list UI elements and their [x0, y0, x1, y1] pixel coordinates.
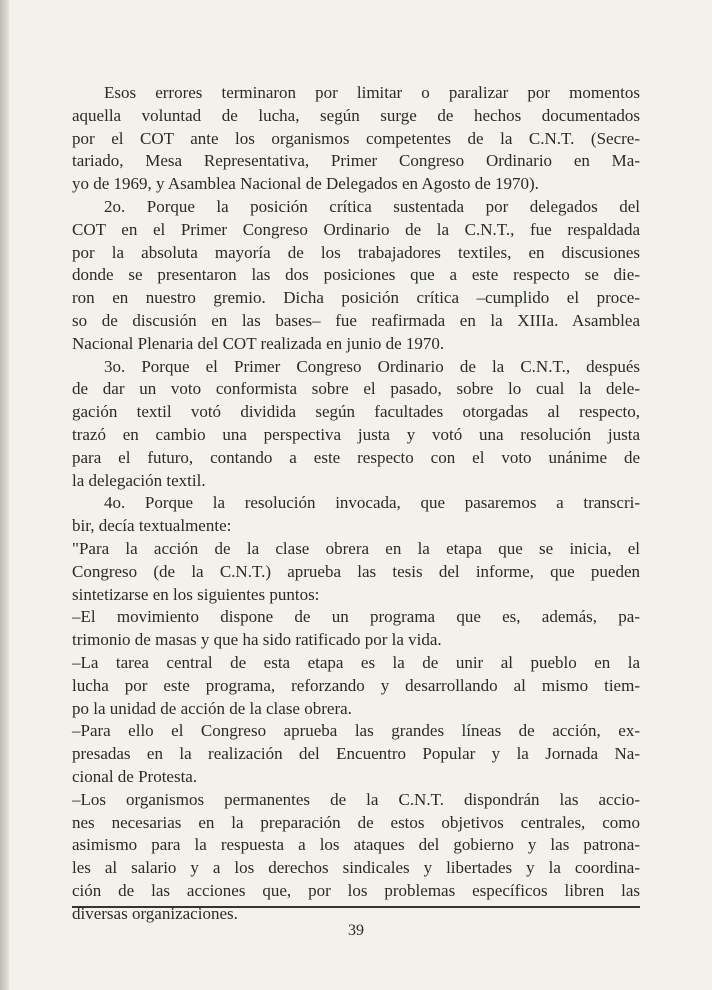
footer-rule: [72, 906, 640, 908]
text-line: –Para ello el Congreso aprueba las grandes líneas de acción, ex-: [72, 721, 640, 741]
page-number: 39: [348, 922, 364, 939]
text-line: so de discusión en las bases– fue reafirmada en la XIIIa. Asamblea: [72, 310, 640, 330]
text-line: asimismo para la respuesta a los ataques del gobierno y las patrona-: [72, 835, 640, 855]
text-line: donde se presentaron las dos posiciones que a este respecto se die-: [72, 265, 640, 285]
text-line: 3o. Porque el Primer Congreso Ordinario de la C.N.T., después: [104, 356, 640, 376]
text-line: aquella voluntad de lucha, según surge de hechos documentados: [72, 105, 640, 125]
text-line: Nacional Plenaria del COT realizada en junio de 1970.: [72, 333, 445, 353]
text-line: tariado, Mesa Representativa, Primer Congreso Ordinario en Ma-: [72, 151, 640, 171]
text-line: COT en el Primer Congreso Ordinario de la C.N.T., fue respaldada: [72, 219, 640, 239]
text-line: 2o. Porque la posición crítica sustentada por delegados del: [104, 196, 640, 216]
text-line: lucha por este programa, reforzando y desarrollando al mismo tiem-: [72, 675, 640, 695]
text-line: por la absoluta mayoría de los trabajadores textiles, en discusiones: [72, 242, 640, 262]
text-line: Esos errores terminaron por limitar o paralizar por momentos: [104, 83, 640, 102]
text-line: nes necesarias en la preparación de estos objetivos centrales, como: [72, 812, 640, 832]
body-text: [72, 82, 640, 925]
text-line: Congreso (de la C.N.T.) aprueba las tesis del informe, que pueden: [72, 561, 640, 581]
text-line: la delegación textil.: [72, 470, 206, 490]
text-line: trazó en cambio una perspectiva justa y votó una resolución justa: [72, 424, 640, 444]
text-line: –Los organismos permanentes de la C.N.T. dispondrán las accio-: [72, 789, 640, 809]
text-line: yo de 1969, y Asamblea Nacional de Delegados en Agosto de 1970).: [72, 174, 539, 194]
text-line: "Para la acción de la clase obrera en la etapa que se inicia, el: [72, 538, 640, 558]
text-line: –El movimiento dispone de un programa que es, además, pa-: [72, 607, 640, 627]
text-line: diversas organizaciones.: [72, 903, 238, 923]
text-line: gación textil votó dividida según facultades otorgadas al respecto,: [72, 402, 640, 422]
text-line: –La tarea central de esta etapa es la de unir al pueblo en la: [72, 652, 640, 672]
text-line: ción de las acciones que, por los problemas específicos libren las: [72, 880, 640, 900]
text-line: presadas en la realización del Encuentro Popular y la Jornada Na-: [72, 744, 640, 764]
text-line: po la unidad de acción de la clase obrera.: [72, 698, 352, 718]
text-line: 4o. Porque la resolución invocada, que pasaremos a transcri-: [104, 493, 640, 513]
text-line: trimonio de masas y que ha sido ratificado por la vida.: [72, 630, 442, 650]
text-line: les al salario y a los derechos sindicales y libertades y la coordina-: [72, 858, 640, 878]
text-line: para el futuro, contando a este respecto con el voto unánime de: [72, 447, 640, 467]
text-line: ron en nuestro gremio. Dicha posición crítica –cumplido el proce-: [72, 288, 640, 308]
text-line: por el COT ante los organismos competentes de la C.N.T. (Secre-: [72, 128, 640, 148]
text-line: cional de Protesta.: [72, 766, 198, 786]
page-binding-edge: [0, 0, 9, 990]
text-line: sintetizarse en los siguientes puntos:: [72, 584, 320, 604]
text-line: bir, decía textualmente:: [72, 516, 232, 536]
text-line: de dar un voto conformista sobre el pasado, sobre lo cual la dele-: [72, 379, 640, 399]
